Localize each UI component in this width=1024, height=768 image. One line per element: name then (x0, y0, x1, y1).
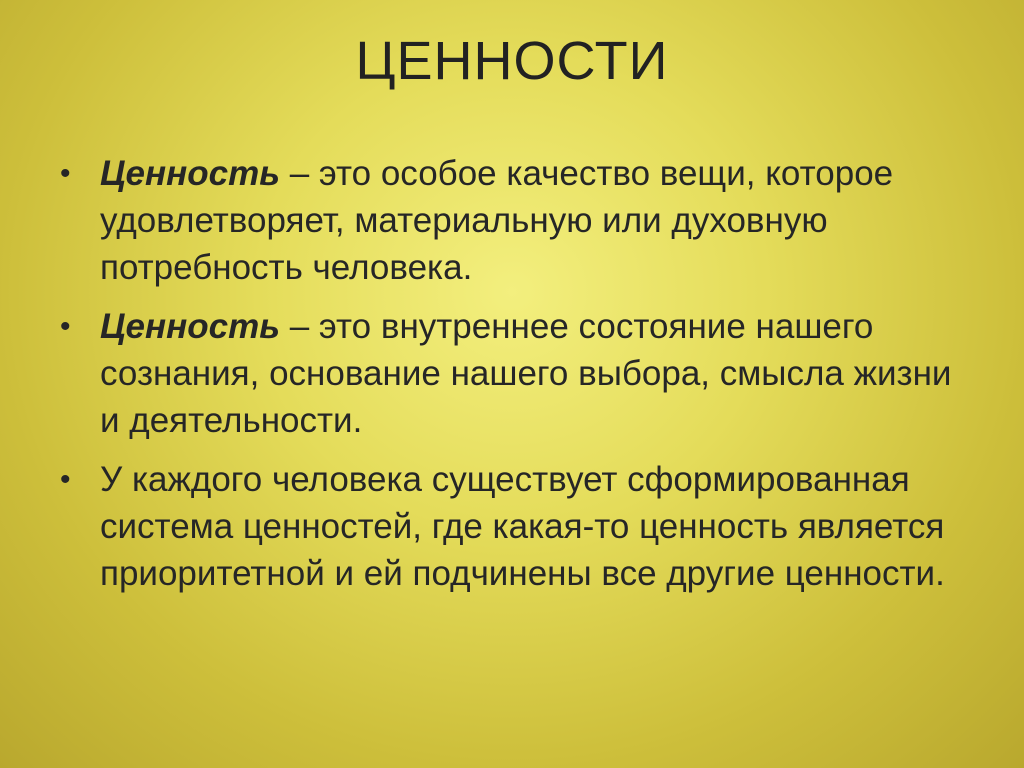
slide-title: ЦЕННОСТИ (355, 31, 669, 91)
bullet-text: – это внутреннее состояние нашего сознания, основание нашего выбора, смысла жизни и деятельности. (100, 307, 952, 440)
bullet-icon: • (60, 310, 71, 343)
bullet-term: Ценность (100, 154, 281, 193)
bullet-item (60, 456, 960, 597)
bullet-text: У каждого человека существует сформированная система ценностей, где какая-то ценность является приоритетной и ей подчинены все другие ценности. (100, 460, 945, 593)
bullet-text: – это особое качество вещи, которое удовлетворяет, материальную или духовную потребность человека. (100, 154, 894, 287)
bullet-term: Ценность (100, 307, 281, 346)
bullet-icon: • (60, 463, 71, 496)
bullet-item (60, 150, 960, 291)
bullet-item (60, 303, 960, 444)
bullet-icon: • (60, 157, 71, 190)
bullet-list (60, 150, 960, 609)
